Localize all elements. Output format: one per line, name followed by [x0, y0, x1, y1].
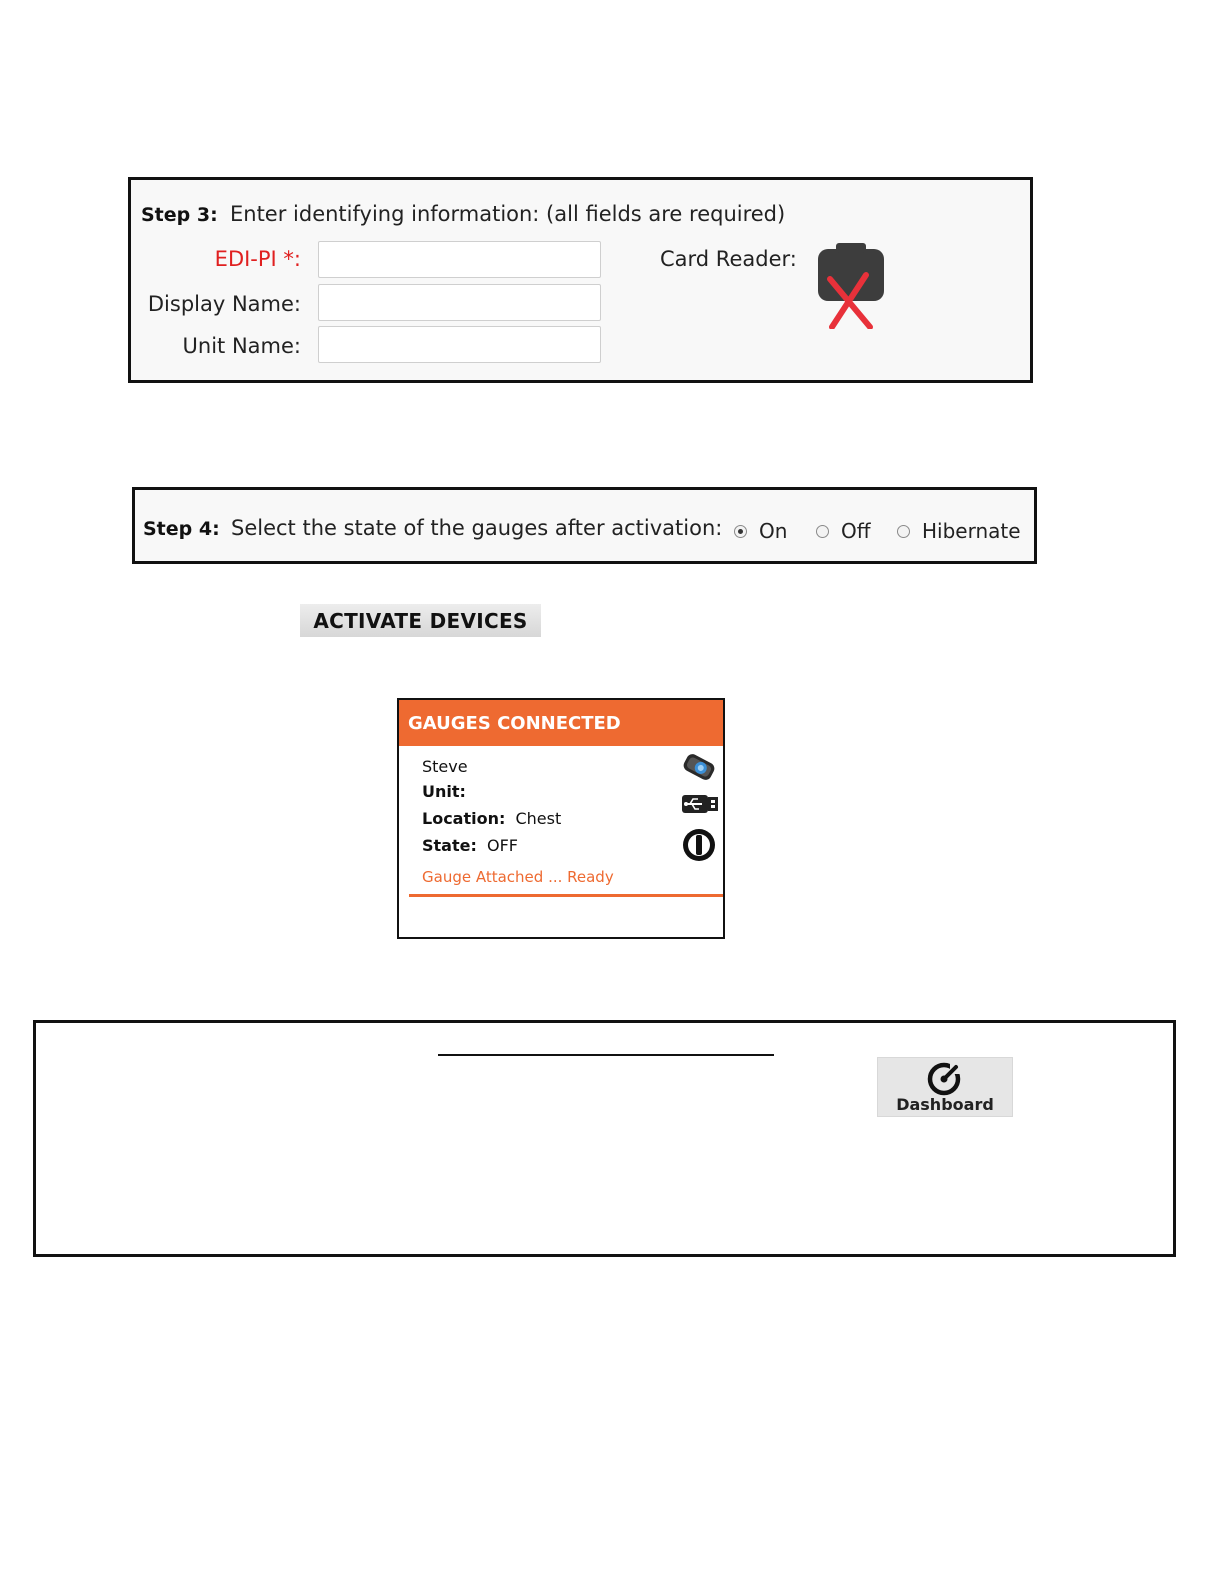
state-option-off[interactable]	[816, 519, 871, 543]
step3-label: Step 3:	[141, 204, 218, 226]
radio-hibernate-label: Hibernate	[922, 519, 1021, 543]
edipi-label: EDI-PI *:	[214, 247, 301, 271]
activate-devices-button[interactable]: ACTIVATE DEVICES	[300, 604, 541, 637]
card-divider	[409, 894, 723, 897]
edipi-input[interactable]	[318, 241, 601, 278]
location-label: Location:	[422, 809, 506, 828]
radio-hibernate[interactable]	[897, 525, 910, 538]
gauge-device-icon	[681, 750, 717, 788]
gauge-status: Gauge Attached ... Ready	[422, 868, 614, 886]
display-name-label: Display Name:	[147, 292, 301, 316]
step4-panel	[132, 487, 1037, 564]
display-name-input[interactable]	[318, 284, 601, 321]
gauges-connected-card	[397, 698, 725, 939]
bottom-panel	[33, 1020, 1176, 1257]
dashboard-label: Dashboard	[896, 1095, 994, 1114]
state-value: OFF	[486, 836, 518, 855]
location-value: Chest	[515, 809, 562, 828]
state-option-hibernate[interactable]	[897, 519, 1021, 543]
gauge-state	[422, 836, 518, 855]
step3-panel	[128, 177, 1033, 383]
underline-rule	[438, 1054, 774, 1056]
radio-on-label: On	[759, 519, 788, 543]
state-option-on[interactable]	[734, 519, 787, 543]
radio-off[interactable]	[816, 525, 829, 538]
step3-instruction: Enter identifying information: (all fields are required)	[230, 202, 786, 226]
unit-name-input[interactable]	[318, 326, 601, 363]
speedometer-icon	[924, 1060, 964, 1096]
gauge-unit	[422, 782, 466, 801]
state-label: State:	[422, 836, 477, 855]
usb-icon	[681, 792, 719, 820]
unit-name-label: Unit Name:	[182, 334, 301, 358]
power-icon	[682, 828, 716, 866]
radio-on[interactable]	[734, 525, 747, 538]
step4-label: Step 4:	[143, 518, 220, 540]
card-title: GAUGES CONNECTED	[399, 700, 723, 746]
gauge-user-name: Steve	[422, 757, 468, 776]
radio-off-label: Off	[841, 519, 871, 543]
card-reader-disconnected-icon	[814, 243, 888, 333]
unit-label: Unit:	[422, 782, 466, 801]
step4-instruction: Select the state of the gauges after activation:	[231, 516, 723, 540]
card-reader-label: Card Reader:	[660, 247, 797, 271]
dashboard-button[interactable]	[877, 1057, 1013, 1117]
gauge-location	[422, 809, 561, 828]
